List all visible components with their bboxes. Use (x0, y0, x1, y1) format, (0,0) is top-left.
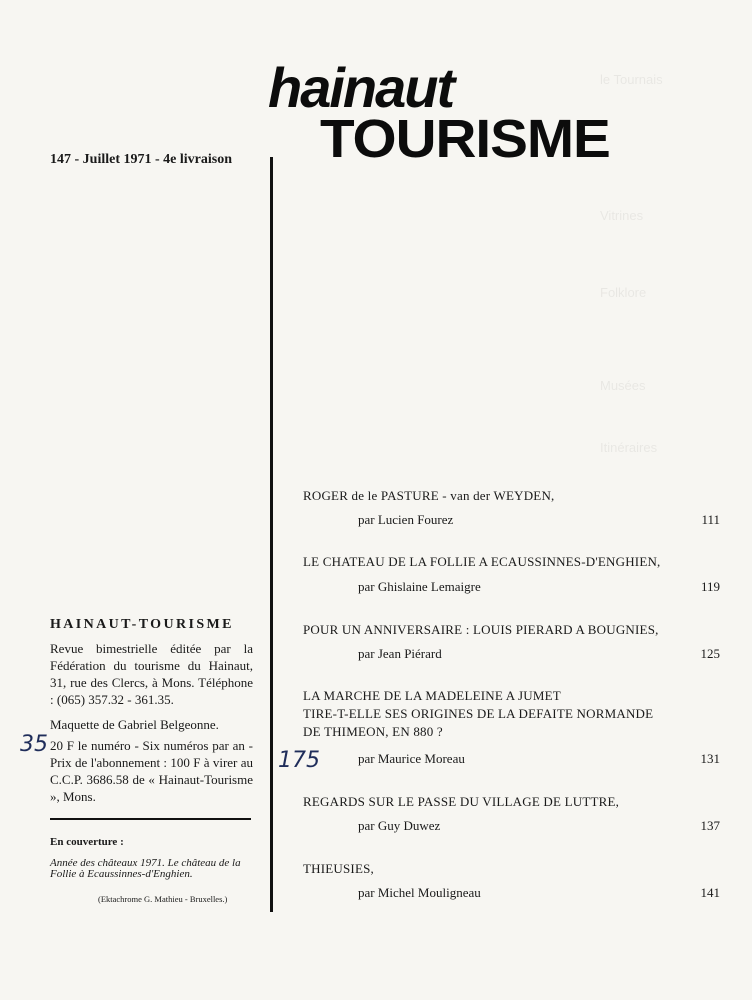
subscription-pricing: 20 F le numéro - Six numéros par an - Prix de l'abonnement : 100 F à virer au C.C.P. 3686.58 de « Hainaut-Tourisme », Mons. (50, 738, 253, 804)
toc-entry-page: 119 (700, 579, 720, 594)
handwritten-note-left: 35 (20, 732, 48, 757)
column-divider (270, 157, 273, 912)
toc-entry-title: ROGER de le PASTURE - van der WEYDEN, (303, 488, 555, 503)
toc-entry-title-line: DE THIMEON, EN 880 ? (303, 724, 443, 739)
toc-entry-author: par Jean Piérard (358, 646, 442, 661)
show-through: Musées (600, 378, 646, 393)
toc-entry-author: par Lucien Fourez (358, 512, 454, 527)
section-rule (50, 818, 251, 820)
toc-entry-author: par Maurice Moreau (358, 751, 465, 766)
toc-entry-title: LE CHATEAU DE LA FOLLIE A ECAUSSINNES-D'ENGHIEN, (303, 554, 661, 569)
issue-line: 147 - Juillet 1971 - 4e livraison (50, 152, 232, 167)
show-through: le Tournais (600, 72, 663, 87)
toc-entry-title: THIEUSIES, (303, 861, 374, 876)
layout-credit: Maquette de Gabriel Belgeonne. (50, 717, 219, 732)
show-through: Folklore (600, 285, 647, 300)
toc-entry-author: par Ghislaine Lemaigre (358, 579, 481, 594)
cover-caption: Année des châteaux 1971. Le château de la Follie à Ecaussinnes-d'Enghien. (50, 857, 241, 880)
handwritten-note-right: 175 (278, 748, 320, 773)
toc-entry-title: POUR UN ANNIVERSAIRE : LOUIS PIERARD A BOUGNIES, (303, 622, 659, 637)
toc-entry-page: 141 (700, 885, 720, 900)
toc-entry-author: par Guy Duwez (358, 818, 441, 833)
cover-label: En couverture : (50, 836, 124, 848)
cover-photo-credit: (Ektachrome G. Mathieu - Bruxelles.) (98, 894, 228, 904)
publication-name: HAINAUT-TOURISME (50, 617, 234, 632)
toc-entry-page: 111 (701, 512, 720, 527)
show-through: Itinéraires (600, 440, 658, 455)
toc-entry-author: par Michel Mouligneau (358, 885, 481, 900)
show-through: Vitrines (600, 208, 644, 223)
toc-entry-title-line: TIRE-T-ELLE SES ORIGINES DE LA DEFAITE NORMANDE (303, 706, 654, 721)
publication-description: Revue bimestrielle éditée par la Fédération du tourisme du Hainaut, 31, rue des Clercs, à Mons. Téléphone : (065) 357.32 - 361.35. (50, 641, 253, 707)
toc-entry-page: 137 (700, 818, 720, 833)
toc-entry-page: 131 (700, 751, 720, 766)
masthead-logo-tourisme: TOURISME (320, 109, 610, 169)
toc-entry-page: 125 (700, 646, 720, 661)
masthead-logo-hainaut: hainaut (268, 56, 454, 119)
toc-entry-title-line: LA MARCHE DE LA MADELEINE A JUMET (303, 688, 561, 703)
toc-entry-title: REGARDS SUR LE PASSE DU VILLAGE DE LUTTRE, (303, 794, 620, 809)
